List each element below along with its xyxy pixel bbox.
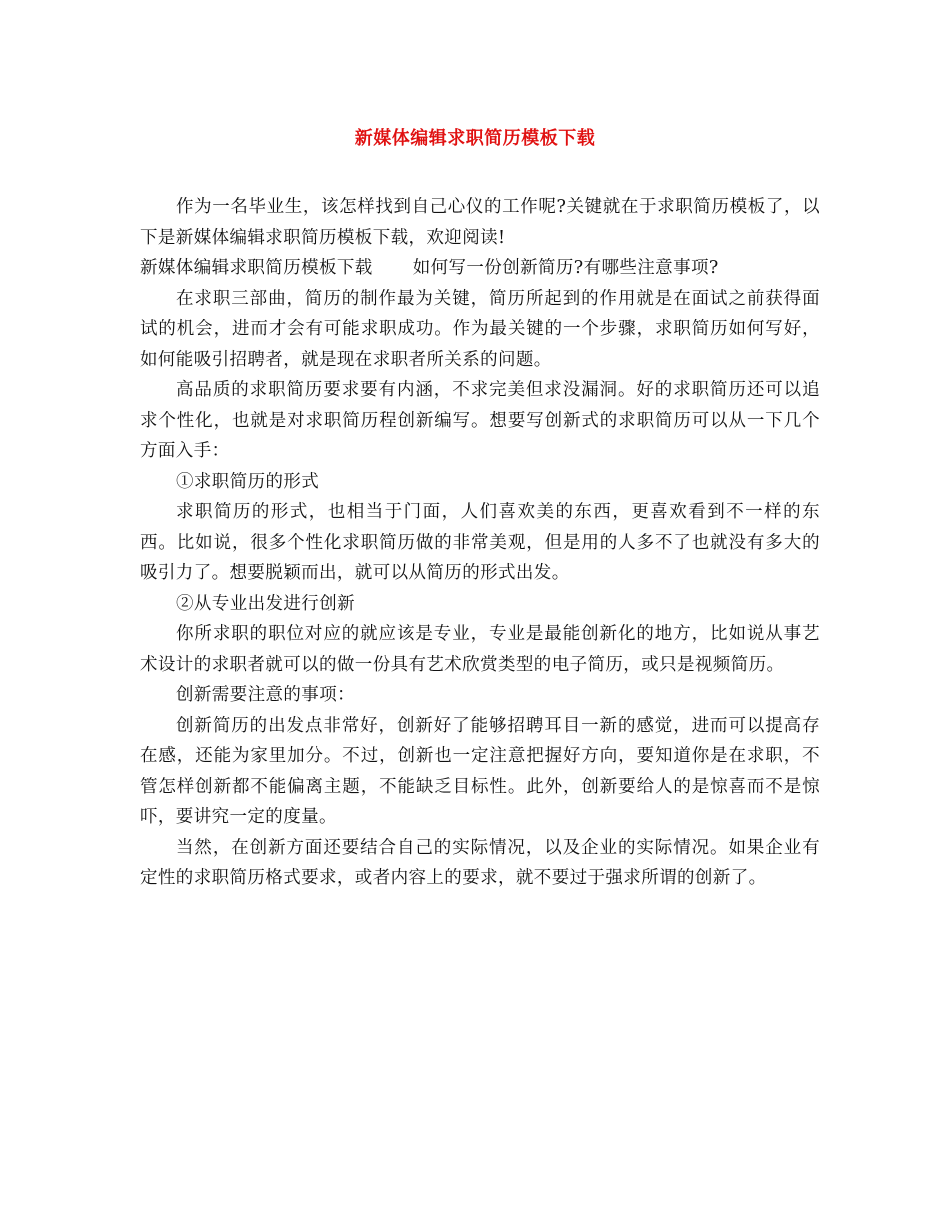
section-heading-1: ①求职简历的形式 <box>176 471 320 492</box>
section-heading-3: 创新需要注意的事项： <box>176 685 355 705</box>
paragraph-6: 创新简历的出发点非常好，创新好了能够招聘耳目一新的感觉，进而可以提高存在感，还能为家里加分。不过，创新也一定注意把握好方向，要知道你是在求职，不管怎样创新都不能偏离主题，不能缺乏目标性。此外，创新要给人的是惊喜而不是惊吓，要讲究一定的度量。 <box>140 715 820 827</box>
document-body <box>140 192 820 894</box>
paragraph-intro: 作为一名毕业生，该怎样找到自己心仪的工作呢?关键就在于求职简历模板了，以下是新媒体编辑求职简历模板下载，欢迎阅读! <box>140 197 820 248</box>
paragraph-7: 当然，在创新方面还要结合自己的实际情况，以及企业的实际情况。如果企业有定性的求职简历格式要求，或者内容上的要求，就不要过于强求所谓的创新了。 <box>140 837 820 888</box>
paragraph-5: 你所求职的职位对应的就应该是专业，专业是最能创新化的地方，比如说从事艺术设计的求职者就可以的做一份具有艺术欣赏类型的电子简历，或只是视频简历。 <box>140 624 820 675</box>
paragraph-4: 求职简历的形式，也相当于门面，人们喜欢美的东西，更喜欢看到不一样的东西。比如说，很多个性化求职简历做的非常美观，但是用的人多不了也就没有多大的吸引力了。想要脱颖而出，就可以从简历的形式出发。 <box>140 502 820 583</box>
subheading-right: 如何写一份创新简历?有哪些注意事项? <box>412 258 719 278</box>
document-title: 新媒体编辑求职简历模板下载 <box>354 128 596 149</box>
subheading-line <box>140 253 820 284</box>
section-heading-2: ②从专业出发进行创新 <box>176 593 355 614</box>
paragraph-3: 高品质的求职简历要求要有内涵，不求完美但求没漏洞。好的求职简历还可以追求个性化，也就是对求职简历程创新编写。想要写创新式的求职简历可以从一下几个方面入手： <box>140 380 820 461</box>
paragraph-2: 在求职三部曲，简历的制作最为关键，简历所起到的作用就是在面试之前获得面试的机会，进而才会有可能求职成功。作为最关键的一个步骤，求职简历如何写好，如何能吸引招聘者，就是现在求职者所关系的问题。 <box>140 288 820 370</box>
subheading-left: 新媒体编辑求职简历模板下载 <box>140 258 373 278</box>
